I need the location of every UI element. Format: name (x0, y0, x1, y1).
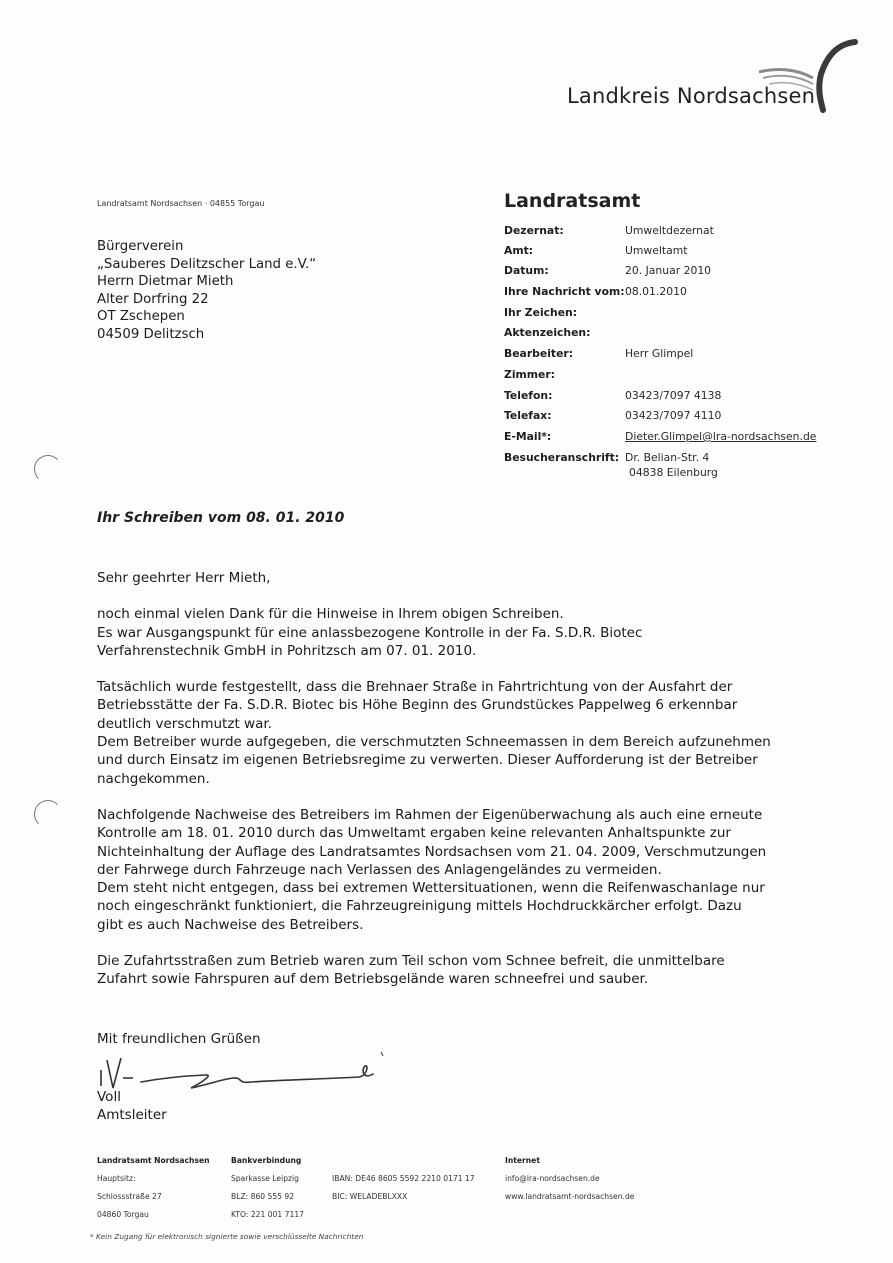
body-line: Verfahrenstechnik GmbH in Pohritzsch am 07. 01. 2010. (97, 642, 477, 659)
greeting: Sehr geehrter Herr Mieth, (97, 570, 271, 586)
info-value: 03423/7097 4110 (625, 409, 722, 422)
body-line: Nachfolgende Nachweise des Betreibers im Rahmen der Eigenüberwachung als auch eine erneute (97, 806, 763, 823)
footer-line: Sparkasse Leipzig (231, 1174, 299, 1183)
body-line: und durch Einsatz im eigenen Betriebsregime zu verwerten. Dieser Aufforderung ist der Betreiber (97, 752, 758, 769)
paragraph (97, 605, 837, 660)
footer-bank (231, 1152, 304, 1224)
body-line: Dem Betreiber wurde aufgegeben, die verschmutzten Schneemassen in dem Bereich aufzunehmen (97, 734, 771, 751)
closing: Mit freundlichen Grüßen (97, 1031, 261, 1047)
info-value: 08.01.2010 (625, 285, 687, 298)
recipient-address (97, 238, 316, 343)
footer-iban (332, 1170, 475, 1206)
info-label: Ihre Nachricht vom: (504, 285, 625, 298)
body-line: Dem steht nicht entgegen, dass bei extremen Wettersituationen, wenn die Reifenwaschanlage nur (97, 880, 765, 897)
info-label: Telefax: (504, 409, 552, 422)
footer-line: 04860 Torgau (97, 1210, 149, 1219)
recipient-line: Herrn Dietmar Mieth (97, 274, 234, 289)
signer-name: Voll (97, 1089, 121, 1105)
body-line: Die Zufahrtsstraßen zum Betrieb waren zum Teil schon vom Schnee befreit, die unmittelbare (97, 953, 725, 970)
info-label: Telefon: (504, 389, 553, 402)
footer-org (97, 1152, 210, 1224)
punch-hole-mark (34, 800, 62, 828)
footer-line: BLZ: 860 555 92 (231, 1192, 295, 1201)
info-label: Bearbeiter: (504, 347, 574, 360)
info-label: Datum: (504, 264, 549, 277)
info-label: Amt: (504, 244, 534, 257)
info-value: Umweltdezernat (625, 224, 714, 237)
handwritten-signature (93, 1050, 403, 1095)
info-value: Herr Glimpel (625, 347, 694, 360)
footer-website-link[interactable]: www.landratsamt-nordsachsen.de (505, 1192, 635, 1201)
letter-body (97, 569, 837, 1007)
footer-line: Hauptsitz: (97, 1174, 136, 1183)
body-line: Es war Ausgangspunkt für eine anlassbezogene Kontrolle in der Fa. S.D.R. Biotec (97, 624, 643, 641)
recipient-line: 04509 Delitzsch (97, 326, 205, 342)
body-line: nachgekommen. (97, 770, 210, 787)
info-label: Aktenzeichen: (504, 326, 591, 339)
paragraph (97, 806, 837, 934)
info-label: E-Mail*: (504, 430, 552, 443)
info-label: Dezernat: (504, 224, 564, 237)
paragraph (97, 678, 837, 788)
recipient-line: Alter Dorfring 22 (97, 291, 209, 307)
info-value: 03423/7097 4138 (625, 389, 722, 402)
footer-internet (505, 1152, 634, 1206)
info-value: Umweltamt (625, 244, 688, 257)
info-label: Ihr Zeichen: (504, 306, 578, 319)
footer-heading: Internet (505, 1156, 540, 1165)
info-label: Besucheranschrift: (504, 451, 620, 464)
body-line: Betriebsstätte der Fa. S.D.R. Biotec bis Höhe Beginn des Grundstückes Pappelweg 6 erkennbar (97, 697, 738, 714)
body-line: noch eingeschränkt funktioniert, die Fahrzeugreinigung mittels Hochdruckkärcher erfolgt. Dazu (97, 898, 742, 915)
info-value: 20. Januar 2010 (625, 264, 712, 277)
email-link[interactable]: Dieter.Glimpel@lra-nordsachsen.de (625, 430, 817, 443)
body-line: Zufahrt sowie Fahrspuren auf dem Betriebsgelände waren schneefrei und sauber. (97, 971, 649, 988)
letter-subject: Ihr Schreiben vom 08. 01. 2010 (97, 510, 345, 526)
footer-line: Schlossstraße 27 (97, 1192, 162, 1201)
body-line: noch einmal vielen Dank für die Hinweise in Ihrem obigen Schreiben. (97, 606, 564, 623)
info-value: Dr. Belian-Str. 4 (625, 451, 710, 464)
footer-line: IBAN: DE46 8605 5592 2210 0171 17 (332, 1174, 475, 1183)
body-line: Kontrolle am 18. 01. 2010 durch das Umweltamt ergaben keine relevanten Anhaltspunkte zur (97, 825, 731, 842)
paragraph (97, 952, 837, 989)
punch-hole-mark (34, 455, 62, 483)
office-title: Landratsamt (504, 190, 641, 212)
footer-email-link[interactable]: info@lra-nordsachsen.de (505, 1174, 600, 1183)
body-line: der Fahrwege durch Fahrzeuge nach Verlassen des Anlagengeländes zu vermeiden. (97, 861, 662, 878)
footer-line: BIC: WELADEBLXXX (332, 1192, 408, 1201)
footer-line: KTO: 221 001 7117 (231, 1210, 304, 1219)
recipient-line: OT Zschepen (97, 309, 185, 324)
footer-heading: Bankverbindung (231, 1156, 302, 1165)
signer-title: Amtsleiter (97, 1107, 167, 1123)
body-line: Tatsächlich wurde festgestellt, dass die Brehnaer Straße in Fahrtrichtung von der Ausfahrt der (97, 679, 733, 696)
body-line: gibt es auch Nachweise des Betreibers. (97, 916, 364, 933)
footer-heading: Landratsamt Nordsachsen (97, 1156, 210, 1165)
body-line: deutlich verschmutzt war. (97, 715, 272, 732)
info-value: 04838 Eilenburg (629, 466, 718, 479)
recipient-line: Bürgerverein (97, 239, 184, 254)
body-line: Nichteinhaltung der Auflage des Landratsamtes Nordsachsen vom 21. 04. 2009, Verschmutzungen (97, 843, 767, 860)
footer-note: * Kein Zugang für elektronisch signierte sowie verschlüsselte Nachrichten (90, 1232, 364, 1241)
logo-text: Landkreis Nordsachsen (567, 84, 816, 108)
sender-line: Landratsamt Nordsachsen · 04855 Torgau (97, 199, 265, 208)
info-label: Zimmer: (504, 368, 555, 381)
recipient-line: „Sauberes Delitzscher Land e.V.“ (97, 256, 317, 272)
